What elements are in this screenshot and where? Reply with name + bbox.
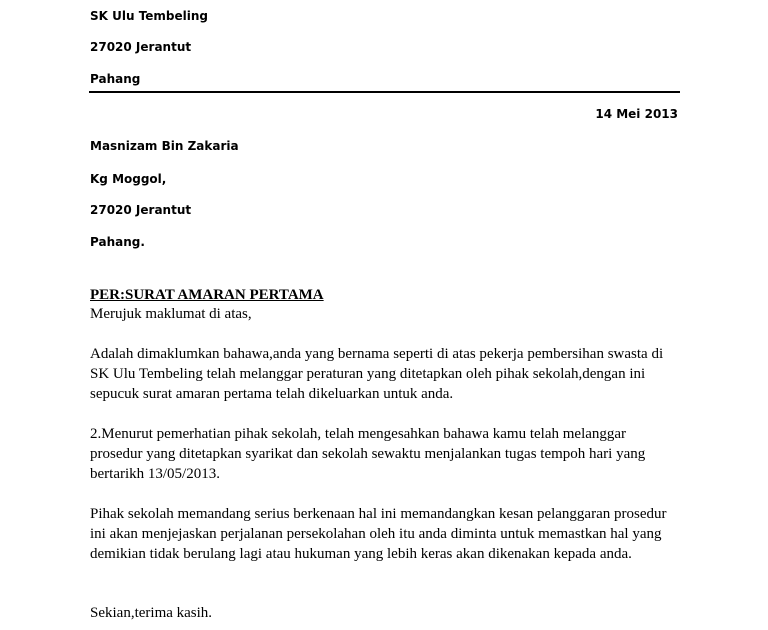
recipient-name: Masnizam Bin Zakaria (90, 139, 239, 153)
letter-subject: PER:SURAT AMARAN PERTAMA (90, 287, 324, 303)
recipient-address-line3: Pahang. (90, 235, 145, 249)
header-divider (89, 91, 680, 93)
paragraph-2-line: 2.Menurut pemerhatian pihak sekolah, telah mengesahkan bahawa kamu telah melanggar (90, 426, 627, 442)
sender-postcode-town: 27020 Jerantut (90, 40, 192, 54)
paragraph-3-line: demikian tidak berulang lagi atau hukuman yang lebih keras akan dikenakan kepada anda. (90, 546, 632, 562)
recipient-address-line1: Kg Moggol, (90, 172, 167, 186)
sender-school-name: SK Ulu Tembeling (90, 9, 209, 23)
paragraph-1-line: Adalah dimaklumkan bahawa,anda yang bernama seperti di atas pekerja pembersihan swasta di (90, 346, 664, 362)
paragraph-1-line: SK Ulu Tembeling telah melanggar peraturan yang ditetapkan oleh pihak sekolah,dengan ini (90, 366, 646, 382)
paragraph-3-line: ini akan menjejaskan perjalanan persekolahan oleh itu anda diminta untuk memastkan hal yang (90, 526, 662, 542)
sender-state: Pahang (90, 72, 141, 86)
paragraph-2-line: prosedur yang ditetapkan syarikat dan sekolah sewaktu menjalankan tugas tempoh hari yang (90, 446, 646, 462)
paragraph-2 (90, 424, 690, 484)
paragraph-3 (90, 504, 690, 564)
paragraph-1 (90, 344, 690, 404)
paragraph-2-line: bertarikh 13/05/2013. (90, 466, 220, 482)
paragraph-1-line: sepucuk surat amaran pertama telah dikeluarkan untuk anda. (90, 386, 454, 402)
paragraph-3-line: Pihak sekolah memandang serius berkenaan hal ini memandangkan kesan pelanggaran prosedur (90, 506, 667, 522)
recipient-address-line2: 27020 Jerantut (90, 203, 192, 217)
letter-greeting: Merujuk maklumat di atas, (90, 306, 252, 322)
letter-closing: Sekian,terima kasih. (90, 605, 213, 621)
letter-date: 14 Mei 2013 (595, 107, 678, 121)
